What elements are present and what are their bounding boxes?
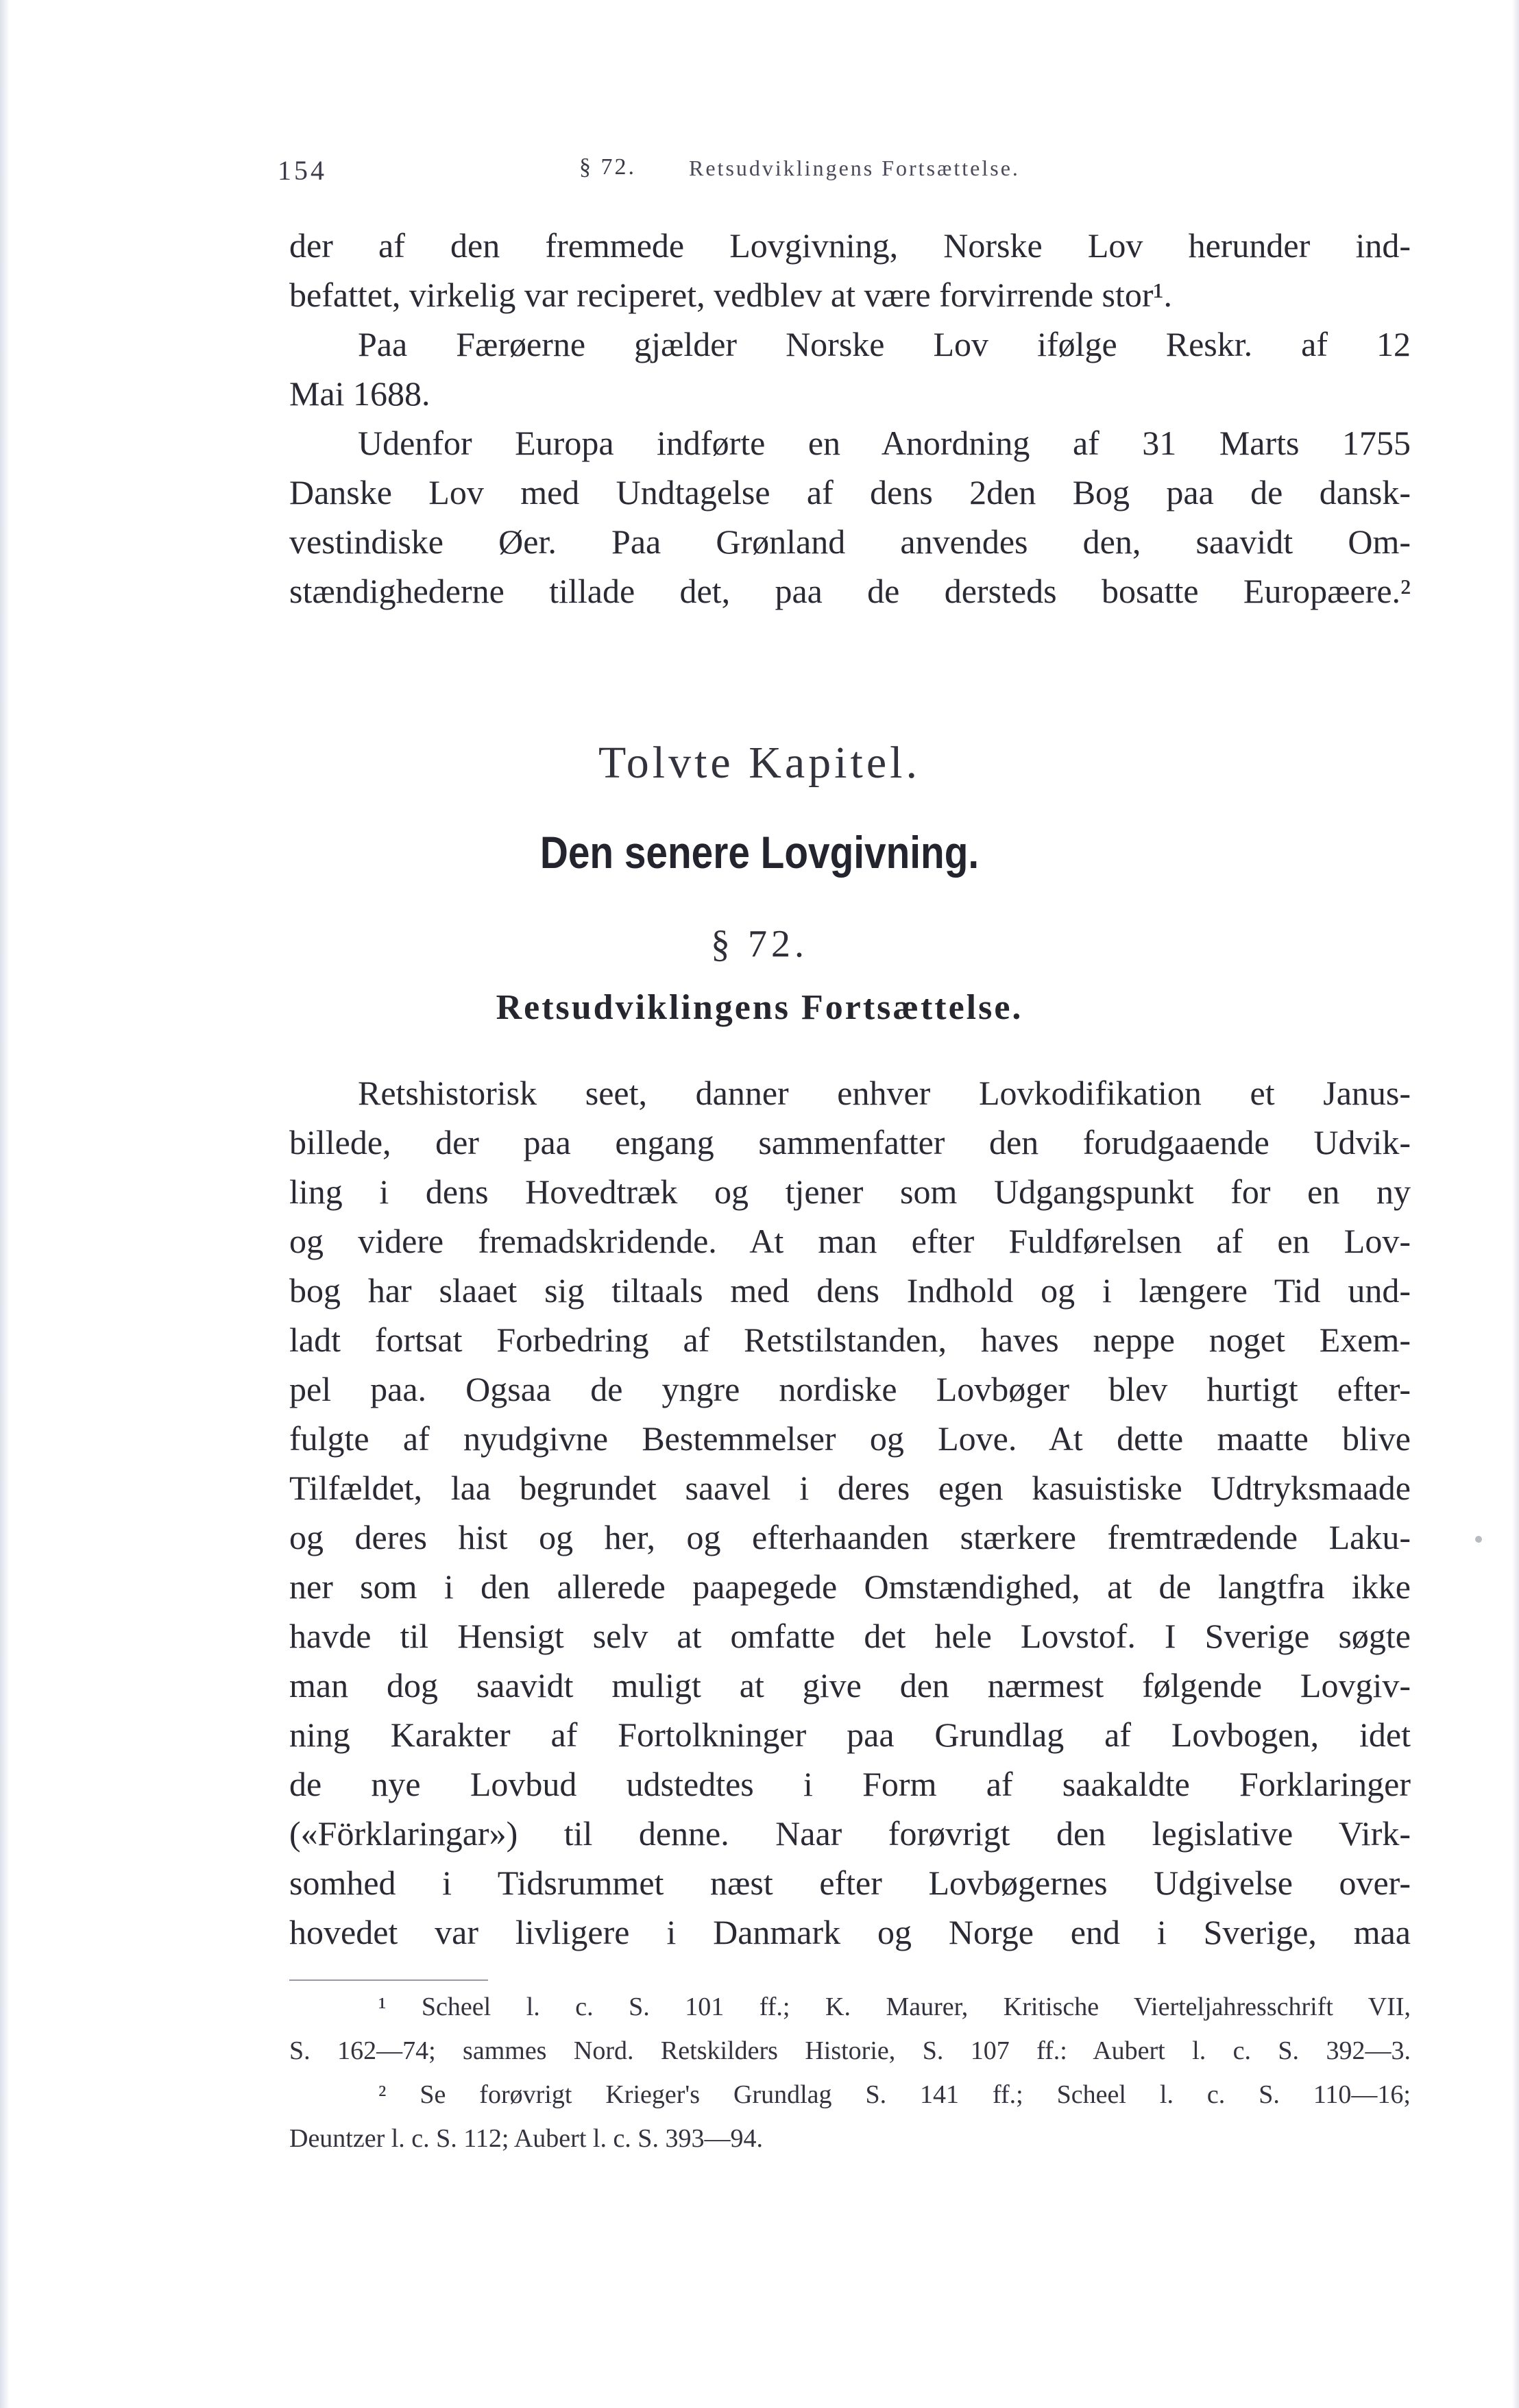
text-line: («Förklaringar») til denne. Naar forøvrigt den legislative Virk- <box>289 1814 1411 1853</box>
footnote-line: ¹ Scheel l. c. S. 101 ff.; K. Maurer, Kritische Vierteljahresschrift VII, <box>378 1992 1411 2021</box>
scan-speck <box>1475 1536 1482 1543</box>
text-line: ner som i den allerede paapegede Omstændighed, at de langtfra ikke <box>289 1567 1411 1606</box>
footnote-line: S. 162—74; sammes Nord. Retskilders Historie, S. 107 ff.: Aubert l. c. S. 392—3. <box>289 2036 1411 2065</box>
header-section-ref: § 72. <box>579 154 636 180</box>
text-line: stændighederne tillade det, paa de dersteds bosatte Europæere.² <box>289 572 1411 610</box>
text-line: de nye Lovbud udstedtes i Form af saakaldte Forklaringer <box>289 1765 1411 1803</box>
text-line: befattet, virkelig var reciperet, vedblev at være forvirrende stor¹. <box>289 276 1173 314</box>
text-line: og videre fremadskridende. At man efter Fuldførelsen af en Lov- <box>289 1222 1411 1260</box>
body-paragraph <box>289 1068 1411 1957</box>
text-line: havde til Hensigt selv at omfatte det hele Lovstof. I Sverige søgte <box>289 1617 1411 1655</box>
text-line: ling i dens Hovedtræk og tjener som Udgangspunkt for en ny <box>289 1172 1411 1211</box>
text-line: Retshistorisk seet, danner enhver Lovkodifikation et Janus- <box>358 1074 1411 1112</box>
footnotes <box>289 1985 1411 2160</box>
text-line: vestindiske Øer. Paa Grønland anvendes den, saavidt Om- <box>289 522 1411 561</box>
section-title: Retsudviklingens Fortsættelse. <box>496 988 1023 1027</box>
text-line: bog har slaaet sig tiltaals med dens Indhold og i længere Tid und- <box>289 1271 1411 1310</box>
text-line: Mai 1688. <box>289 374 430 413</box>
footnote-rule <box>289 1979 488 1981</box>
chapter-title: Tolvte Kapitel. <box>598 738 921 788</box>
text-line: Tilfældet, laa begrundet saavel i deres egen kasuistiske Udtryksmaade <box>289 1469 1411 1507</box>
scan-edge-right <box>1512 0 1519 2408</box>
chapter-heading: Den senere Lovgivning. <box>539 827 980 878</box>
intro-paragraphs <box>289 221 1411 616</box>
text-line: Danske Lov med Undtagelse af dens 2den Bog paa de dansk- <box>289 473 1411 511</box>
running-header <box>278 147 1409 189</box>
text-line: hovedet var livligere i Danmark og Norge end i Sverige, maa <box>289 1913 1411 1951</box>
text-line: billede, der paa engang sammenfatter den forudgaaende Udvik- <box>289 1123 1411 1161</box>
section-number: § 72. <box>711 923 808 965</box>
running-title: Retsudviklingens Fortsættelse. <box>689 156 1020 180</box>
text-line: man dog saavidt muligt at give den nærmest følgende Lovgiv- <box>289 1666 1411 1705</box>
text-line: og deres hist og her, og efterhaanden stærkere fremtrædende Laku- <box>289 1518 1411 1556</box>
text-line: pel paa. Ogsaa de yngre nordiske Lovbøger blev hurtigt efter- <box>289 1370 1411 1408</box>
text-line: ning Karakter af Fortolkninger paa Grundlag af Lovbogen, idet <box>289 1715 1411 1754</box>
text-line: ladt fortsat Forbedring af Retstilstanden, haves neppe noget Exem- <box>289 1321 1411 1359</box>
page-number: 154 <box>278 155 327 186</box>
text-line: fulgte af nyudgivne Bestemmelser og Love. At dette maatte blive <box>289 1419 1411 1458</box>
text-line: Udenfor Europa indførte en Anordning af 31 Marts 1755 <box>358 424 1411 462</box>
scan-edge-left <box>0 0 10 2408</box>
text-line: der af den fremmede Lovgivning, Norske Lov herunder ind- <box>289 226 1411 265</box>
text-line: somhed i Tidsrummet næst efter Lovbøgernes Udgivelse over- <box>289 1864 1411 1902</box>
text-line: Paa Færøerne gjælder Norske Lov ifølge Reskr. af 12 <box>358 325 1411 363</box>
footnote-line: ² Se forøvrigt Krieger's Grundlag S. 141 ff.; Scheel l. c. S. 110—16; <box>378 2080 1411 2109</box>
footnote-line: Deuntzer l. c. S. 112; Aubert l. c. S. 393—94. <box>289 2124 763 2153</box>
